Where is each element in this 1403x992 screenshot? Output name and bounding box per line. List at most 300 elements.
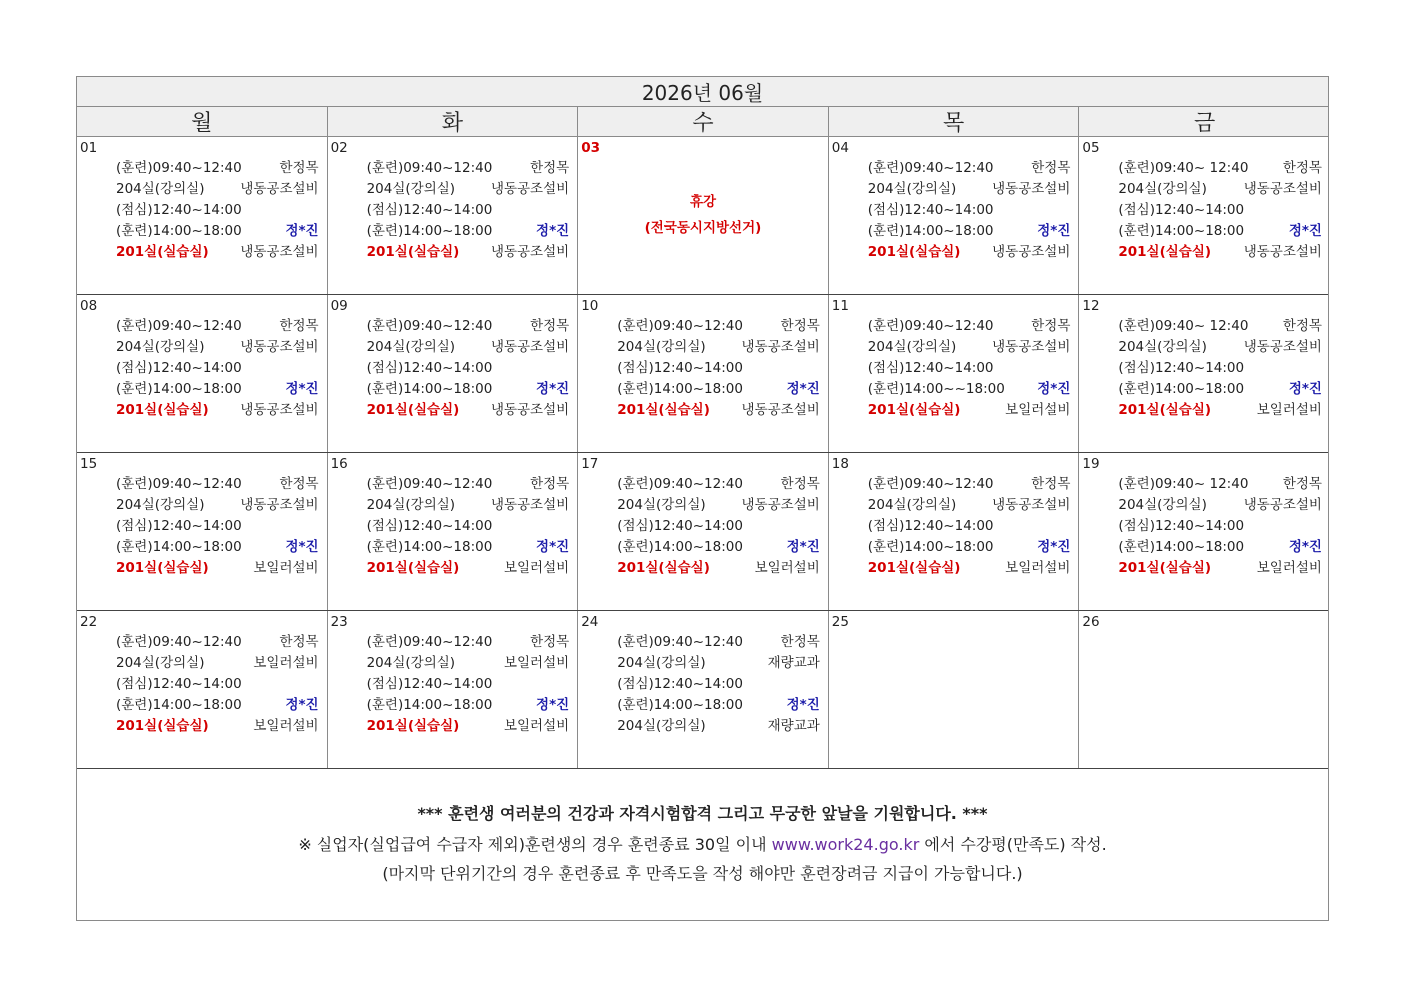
schedule-line	[868, 221, 1071, 242]
schedule-lines	[617, 632, 820, 737]
schedule-detail: 한정목	[530, 634, 570, 650]
schedule-line	[116, 632, 319, 653]
schedule-line	[617, 316, 820, 337]
schedule-detail: 냉동공조설비	[240, 402, 319, 418]
day-cell	[578, 453, 829, 610]
schedule-line	[868, 158, 1071, 179]
schedule-time: 201실(실습실)	[867, 244, 961, 260]
weekday-mon: 월	[77, 107, 328, 136]
schedule-detail: 냉동공조설비	[741, 339, 820, 355]
schedule-time: (훈련)09:40~12:40	[366, 160, 493, 176]
schedule-lines	[116, 474, 319, 579]
schedule-line	[617, 516, 820, 537]
schedule-line	[617, 674, 820, 695]
schedule-detail: 정*진	[786, 539, 820, 555]
schedule-time: (훈련)14:00~18:00	[366, 539, 493, 555]
schedule-detail: 정*진	[285, 223, 319, 239]
schedule-line	[617, 537, 820, 558]
schedule-time: (점심)12:40~14:00	[116, 676, 242, 692]
schedule-line	[367, 179, 570, 200]
schedule-time: 201실(실습실)	[116, 244, 209, 260]
schedule-line	[116, 558, 319, 579]
day-cell	[77, 295, 328, 452]
day-number: 05	[1082, 140, 1100, 156]
schedule-time: (훈련)09:40~12:40	[617, 634, 743, 650]
schedule-line	[868, 358, 1071, 379]
schedule-line	[367, 558, 570, 579]
day-cell	[1079, 295, 1330, 452]
schedule-time: (점심)12:40~14:00	[116, 202, 242, 218]
schedule-line	[1118, 516, 1322, 537]
schedule-time: (훈련)14:00~18:00	[617, 697, 743, 713]
schedule-line	[367, 379, 570, 400]
holiday-label: 휴강	[689, 194, 717, 210]
schedule-detail: 한정목	[279, 160, 319, 176]
schedule-time: 201실(실습실)	[366, 244, 460, 260]
calendar-week	[77, 453, 1328, 611]
schedule-time: 204실(강의실)	[116, 655, 205, 671]
schedule-time: 204실(강의실)	[617, 497, 706, 513]
schedule-time: 204실(강의실)	[867, 339, 957, 355]
schedule-time: (훈련)09:40~ 12:40	[1118, 160, 1249, 176]
schedule-lines	[1118, 158, 1322, 263]
schedule-time: (훈련)14:00~18:00	[366, 697, 493, 713]
calendar-title: 2026년 06월	[77, 77, 1328, 107]
schedule-time: (훈련)09:40~12:40	[116, 160, 242, 176]
schedule-line	[367, 158, 570, 179]
schedule-detail: 정*진	[786, 697, 820, 713]
schedule-line	[367, 537, 570, 558]
schedule-line	[367, 716, 570, 737]
schedule-time: 204실(강의실)	[1118, 339, 1207, 355]
day-cell	[829, 611, 1080, 768]
schedule-time: 201실(실습실)	[116, 560, 209, 576]
schedule-time: 201실(실습실)	[617, 402, 710, 418]
schedule-time: (훈련)14:00~18:00	[366, 223, 493, 239]
schedule-line	[1118, 158, 1322, 179]
schedule-time: 201실(실습실)	[1118, 560, 1212, 576]
work24-link[interactable]: www.work24.go.kr	[771, 835, 920, 854]
schedule-line	[116, 337, 319, 358]
schedule-time: (훈련)09:40~12:40	[116, 476, 242, 492]
day-cell	[77, 137, 328, 294]
schedule-time: 201실(실습실)	[366, 718, 460, 734]
schedule-detail: 보일러설비	[1005, 560, 1071, 576]
schedule-time: (훈련)09:40~12:40	[116, 318, 242, 334]
day-number: 09	[330, 298, 348, 314]
schedule-line	[617, 379, 820, 400]
schedule-line	[1118, 316, 1322, 337]
schedule-line	[868, 316, 1071, 337]
schedule-detail: 냉동공조설비	[741, 497, 820, 513]
day-cell	[1079, 137, 1330, 294]
day-number: 04	[831, 140, 849, 156]
schedule-time: 204실(강의실)	[116, 181, 205, 197]
schedule-time: (점심)12:40~14:00	[617, 360, 743, 376]
calendar-sheet	[76, 76, 1329, 921]
calendar-body	[77, 137, 1328, 769]
schedule-time: (훈련)14:00~18:00	[116, 381, 242, 397]
schedule-detail: 보일러설비	[1256, 560, 1322, 576]
schedule-time: (훈련)09:40~ 12:40	[1118, 318, 1249, 334]
footer-survey-notice	[77, 832, 1328, 855]
schedule-time: (점심)12:40~14:00	[1118, 518, 1245, 534]
schedule-line	[868, 179, 1071, 200]
schedule-detail: 한정목	[530, 160, 570, 176]
footer-allowance-notice: (마지막 단위기간의 경우 훈련종료 후 만족도을 작성 해야만 훈련장려금 지급이 가능합니다.)	[382, 864, 1023, 883]
schedule-detail: 정*진	[1288, 539, 1322, 555]
day-cell	[328, 611, 579, 768]
schedule-line	[367, 674, 570, 695]
schedule-time: (점심)12:40~14:00	[867, 518, 994, 534]
schedule-detail: 정*진	[536, 223, 570, 239]
schedule-detail: 정*진	[1037, 539, 1071, 555]
schedule-line	[1118, 558, 1322, 579]
schedule-time: (훈련)14:00~18:00	[116, 539, 242, 555]
schedule-time: 201실(실습실)	[116, 718, 209, 734]
schedule-line	[617, 716, 820, 737]
schedule-line	[868, 200, 1071, 221]
schedule-time: (훈련)09:40~12:40	[617, 318, 743, 334]
schedule-detail: 보일러설비	[1005, 402, 1071, 418]
schedule-time: (점심)12:40~14:00	[366, 676, 493, 692]
day-number: 25	[831, 614, 849, 630]
schedule-detail: 냉동공조설비	[1243, 497, 1322, 513]
schedule-detail: 냉동공조설비	[240, 497, 319, 513]
schedule-line	[1118, 337, 1322, 358]
schedule-time: (훈련)14:00~18:00	[366, 381, 493, 397]
schedule-time: (점심)12:40~14:00	[1118, 202, 1245, 218]
schedule-line	[1118, 179, 1322, 200]
schedule-time: (점심)12:40~14:00	[366, 360, 493, 376]
weekday-fri: 금	[1194, 111, 1216, 136]
schedule-detail: 정*진	[285, 697, 319, 713]
schedule-time: (훈련)09:40~12:40	[867, 476, 994, 492]
schedule-lines	[868, 474, 1071, 579]
schedule-time: 204실(강의실)	[867, 181, 957, 197]
weekday-tue: 화	[328, 107, 579, 136]
schedule-time: (점심)12:40~14:00	[617, 676, 743, 692]
schedule-detail: 한정목	[1031, 318, 1071, 334]
schedule-detail: 냉동공조설비	[490, 497, 570, 513]
schedule-time: (훈련)14:00~18:00	[1118, 223, 1245, 239]
schedule-detail: 냉동공조설비	[490, 339, 570, 355]
weekday-header	[77, 107, 1328, 137]
schedule-detail: 냉동공조설비	[1243, 339, 1322, 355]
schedule-lines	[367, 632, 570, 737]
schedule-line	[1118, 537, 1322, 558]
schedule-time: 204실(강의실)	[116, 339, 205, 355]
schedule-line	[1118, 379, 1322, 400]
schedule-detail: 냉동공조설비	[240, 244, 319, 260]
schedule-detail: 보일러설비	[503, 560, 570, 576]
schedule-detail: 냉동공조설비	[992, 497, 1071, 513]
schedule-detail: 정*진	[786, 381, 820, 397]
schedule-lines	[1118, 316, 1322, 421]
holiday-note	[578, 189, 828, 241]
schedule-line	[1118, 358, 1322, 379]
schedule-line	[617, 358, 820, 379]
schedule-time: (점심)12:40~14:00	[366, 518, 493, 534]
day-cell	[328, 137, 579, 294]
day-cell	[578, 611, 829, 768]
schedule-line	[617, 695, 820, 716]
schedule-line	[617, 337, 820, 358]
schedule-time: (훈련)09:40~12:40	[867, 160, 994, 176]
calendar-week	[77, 611, 1328, 769]
footer-greeting: *** 훈련생 여러분의 건강과 자격시험합격 그리고 무궁한 앞날을 기원합니다. ***	[417, 804, 988, 823]
day-number: 18	[831, 456, 849, 472]
day-number: 03	[581, 140, 600, 156]
day-cell	[829, 453, 1080, 610]
schedule-line	[116, 316, 319, 337]
day-number: 11	[831, 298, 849, 314]
schedule-detail: 한정목	[1031, 476, 1071, 492]
schedule-time: 204실(강의실)	[617, 339, 706, 355]
schedule-detail: 보일러설비	[253, 655, 319, 671]
schedule-lines	[116, 158, 319, 263]
schedule-lines	[367, 474, 570, 579]
schedule-time: (점심)12:40~14:00	[116, 360, 242, 376]
schedule-time: 201실(실습실)	[617, 560, 710, 576]
footer-survey-text-post: 에서 수강평(만족도) 작성.	[919, 835, 1107, 854]
schedule-time: (훈련)09:40~12:40	[366, 634, 493, 650]
schedule-lines	[1118, 474, 1322, 579]
schedule-line	[367, 337, 570, 358]
schedule-detail: 한정목	[780, 476, 820, 492]
schedule-detail: 냉동공조설비	[240, 339, 319, 355]
schedule-line	[116, 495, 319, 516]
schedule-detail: 재량교과	[767, 655, 820, 671]
schedule-time: 201실(실습실)	[1118, 402, 1212, 418]
schedule-lines	[617, 316, 820, 421]
day-number: 19	[1082, 456, 1100, 472]
day-cell	[77, 611, 328, 768]
schedule-lines	[868, 158, 1071, 263]
schedule-time: 201실(실습실)	[867, 560, 961, 576]
schedule-time: 204실(강의실)	[366, 497, 456, 513]
schedule-line	[1118, 200, 1322, 221]
schedule-line	[868, 558, 1071, 579]
schedule-detail: 한정목	[1282, 476, 1322, 492]
schedule-detail: 정*진	[285, 381, 319, 397]
day-cell	[578, 137, 829, 294]
schedule-detail: 보일러설비	[253, 718, 319, 734]
schedule-line	[1118, 400, 1322, 421]
schedule-line	[617, 474, 820, 495]
schedule-time: 204실(강의실)	[1118, 497, 1207, 513]
schedule-time: 201실(실습실)	[366, 560, 460, 576]
schedule-lines	[116, 632, 319, 737]
schedule-line	[367, 358, 570, 379]
schedule-time: (훈련)09:40~12:40	[366, 318, 493, 334]
day-cell	[77, 453, 328, 610]
schedule-detail: 한정목	[530, 476, 570, 492]
schedule-line	[367, 516, 570, 537]
schedule-line	[868, 242, 1071, 263]
schedule-detail: 정*진	[536, 539, 570, 555]
schedule-line	[367, 474, 570, 495]
schedule-detail: 냉동공조설비	[992, 244, 1071, 260]
footer-survey-text-pre: ※ 실업자(실업급여 수급자 제외)훈련생의 경우 훈련종료 30일 이내	[298, 835, 772, 854]
schedule-detail: 정*진	[1037, 223, 1071, 239]
schedule-detail: 보일러설비	[253, 560, 319, 576]
schedule-line	[367, 221, 570, 242]
schedule-detail: 한정목	[1031, 160, 1071, 176]
schedule-detail: 정*진	[1288, 223, 1322, 239]
footer-notice	[77, 765, 1328, 921]
schedule-time: (훈련)09:40~12:40	[867, 318, 994, 334]
day-cell	[1079, 611, 1330, 768]
schedule-line	[868, 474, 1071, 495]
schedule-detail: 냉동공조설비	[992, 181, 1071, 197]
day-number: 02	[330, 140, 348, 156]
schedule-detail: 정*진	[1037, 381, 1071, 397]
schedule-detail: 냉동공조설비	[490, 181, 570, 197]
schedule-line	[116, 516, 319, 537]
schedule-line	[1118, 242, 1322, 263]
schedule-detail: 한정목	[530, 318, 570, 334]
schedule-line	[1118, 474, 1322, 495]
calendar-week	[77, 295, 1328, 453]
schedule-line	[617, 400, 820, 421]
day-number: 24	[581, 614, 599, 630]
schedule-time: (훈련)14:00~18:00	[867, 539, 994, 555]
schedule-line	[617, 495, 820, 516]
schedule-detail: 정*진	[536, 697, 570, 713]
day-cell	[1079, 453, 1330, 610]
schedule-detail: 한정목	[780, 318, 820, 334]
schedule-line	[367, 632, 570, 653]
schedule-line	[367, 495, 570, 516]
day-number: 12	[1082, 298, 1100, 314]
schedule-time: (훈련)14:00~18:00	[617, 539, 743, 555]
schedule-detail: 보일러설비	[503, 655, 570, 671]
schedule-line	[1118, 495, 1322, 516]
schedule-line	[617, 653, 820, 674]
day-cell	[578, 295, 829, 452]
schedule-time: (훈련)09:40~12:40	[366, 476, 493, 492]
day-cell	[328, 453, 579, 610]
schedule-line	[1118, 221, 1322, 242]
schedule-line	[367, 242, 570, 263]
schedule-detail: 한정목	[1282, 160, 1322, 176]
schedule-line	[367, 695, 570, 716]
schedule-line	[116, 716, 319, 737]
schedule-line	[868, 400, 1071, 421]
day-cell	[328, 295, 579, 452]
schedule-time: (훈련)14:00~18:00	[116, 223, 242, 239]
schedule-line	[868, 537, 1071, 558]
schedule-time: (훈련)14:00~18:00	[1118, 539, 1245, 555]
day-number: 26	[1082, 614, 1100, 630]
schedule-time: (점심)12:40~14:00	[116, 518, 242, 534]
schedule-lines	[367, 316, 570, 421]
day-number: 16	[330, 456, 348, 472]
schedule-time: (점심)12:40~14:00	[867, 202, 994, 218]
day-number: 17	[581, 456, 599, 472]
day-number: 15	[80, 456, 98, 472]
schedule-time: (훈련)14:00~18:00	[116, 697, 242, 713]
schedule-line	[617, 558, 820, 579]
day-cell	[829, 295, 1080, 452]
schedule-time: 204실(강의실)	[617, 718, 706, 734]
schedule-time: (점심)12:40~14:00	[867, 360, 994, 376]
schedule-time: 201실(실습실)	[366, 402, 460, 418]
schedule-time: 201실(실습실)	[116, 402, 209, 418]
schedule-line	[116, 200, 319, 221]
schedule-detail: 한정목	[279, 476, 319, 492]
schedule-line	[367, 316, 570, 337]
schedule-line	[116, 674, 319, 695]
schedule-detail: 냉동공조설비	[1243, 244, 1322, 260]
schedule-detail: 재량교과	[767, 718, 820, 734]
schedule-time: 201실(실습실)	[1118, 244, 1212, 260]
schedule-detail: 정*진	[1288, 381, 1322, 397]
schedule-time: (점심)12:40~14:00	[366, 202, 493, 218]
schedule-line	[367, 200, 570, 221]
schedule-line	[116, 537, 319, 558]
day-cell	[829, 137, 1080, 294]
schedule-line	[868, 495, 1071, 516]
schedule-line	[116, 179, 319, 200]
schedule-detail: 냉동공조설비	[490, 244, 570, 260]
schedule-detail: 냉동공조설비	[490, 402, 570, 418]
schedule-time: (훈련)09:40~ 12:40	[1118, 476, 1249, 492]
schedule-time: 201실(실습실)	[867, 402, 961, 418]
schedule-detail: 보일러설비	[1256, 402, 1322, 418]
schedule-detail: 냉동공조설비	[741, 402, 820, 418]
schedule-detail: 보일러설비	[754, 560, 820, 576]
schedule-lines	[617, 474, 820, 579]
schedule-time: (훈련)09:40~12:40	[116, 634, 242, 650]
schedule-detail: 보일러설비	[503, 718, 570, 734]
schedule-time: 204실(강의실)	[1118, 181, 1207, 197]
schedule-line	[116, 379, 319, 400]
day-number: 22	[80, 614, 98, 630]
schedule-lines	[116, 316, 319, 421]
schedule-line	[116, 158, 319, 179]
schedule-detail: 냉동공조설비	[240, 181, 319, 197]
schedule-time: (훈련)09:40~12:40	[617, 476, 743, 492]
schedule-detail: 한정목	[279, 634, 319, 650]
day-number: 08	[80, 298, 98, 314]
schedule-line	[367, 400, 570, 421]
schedule-time: 204실(강의실)	[867, 497, 957, 513]
day-number: 23	[330, 614, 348, 630]
schedule-time: 204실(강의실)	[617, 655, 706, 671]
schedule-line	[116, 242, 319, 263]
holiday-reason: (전국동시지방선거)	[644, 220, 762, 236]
schedule-lines	[868, 316, 1071, 421]
weekday-wed: 수	[578, 107, 829, 136]
schedule-line	[868, 379, 1071, 400]
schedule-time: 204실(강의실)	[366, 181, 456, 197]
schedule-detail: 한정목	[1282, 318, 1322, 334]
schedule-detail: 냉동공조설비	[1243, 181, 1322, 197]
schedule-time: (점심)12:40~14:00	[1118, 360, 1245, 376]
schedule-time: (훈련)14:00~18:00	[867, 223, 994, 239]
schedule-detail: 정*진	[536, 381, 570, 397]
schedule-time: 204실(강의실)	[366, 339, 456, 355]
schedule-detail: 한정목	[279, 318, 319, 334]
schedule-time: 204실(강의실)	[116, 497, 205, 513]
schedule-line	[868, 516, 1071, 537]
schedule-line	[868, 337, 1071, 358]
schedule-line	[367, 653, 570, 674]
schedule-detail: 냉동공조설비	[992, 339, 1071, 355]
schedule-time: (훈련)14:00~18:00	[617, 381, 743, 397]
